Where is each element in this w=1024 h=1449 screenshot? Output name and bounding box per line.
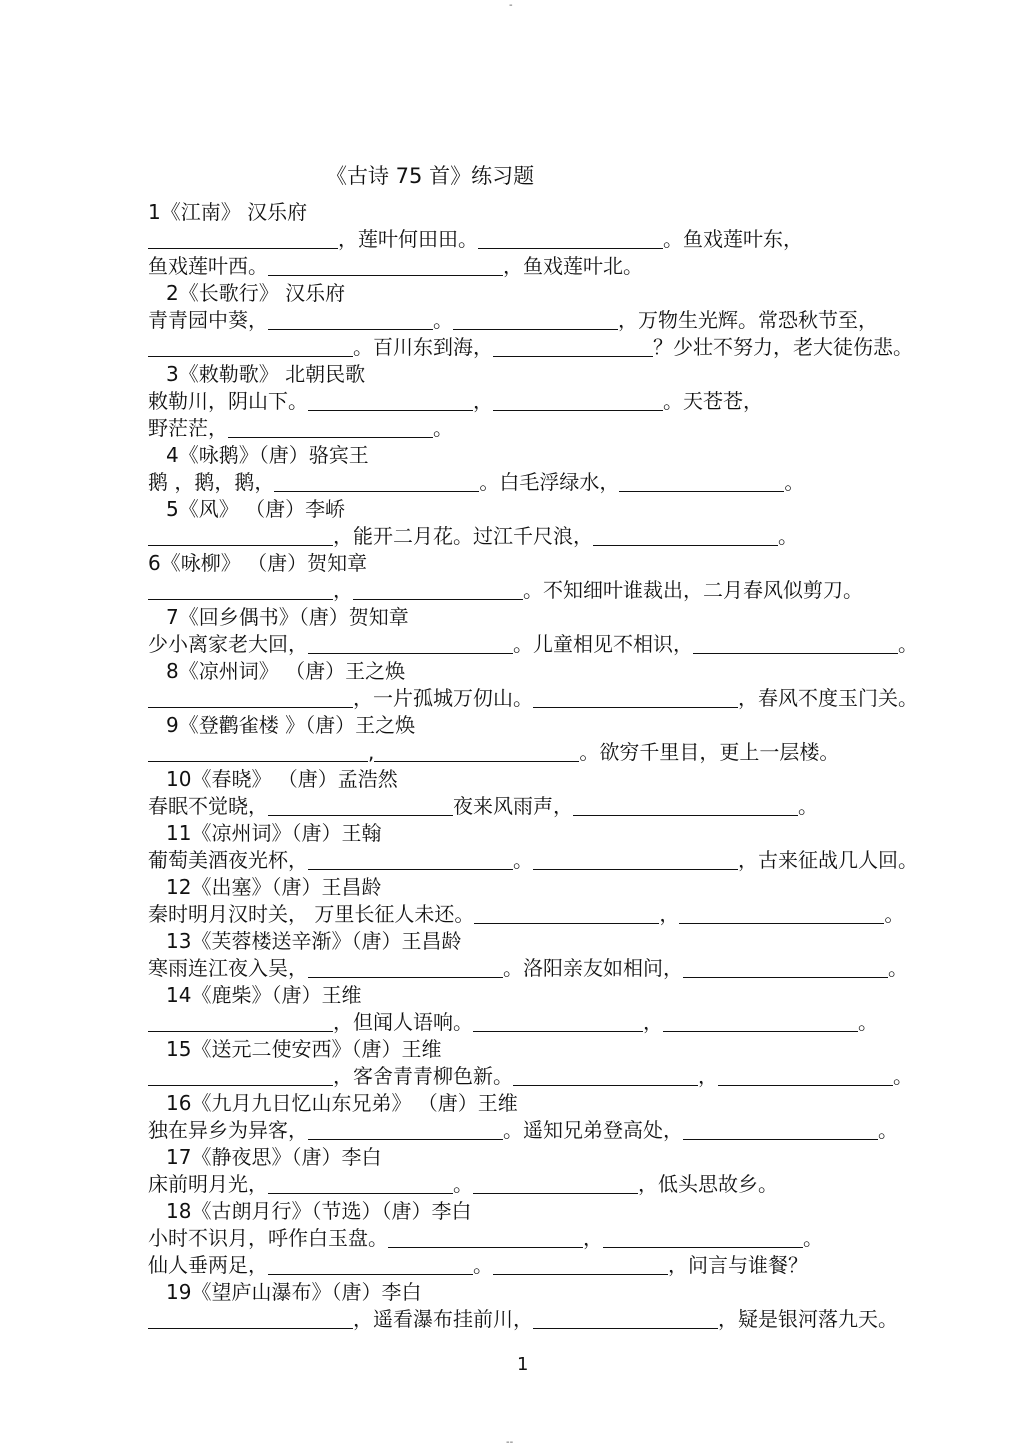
verse-line <box>148 388 948 415</box>
fill-in-blank[interactable] <box>513 1067 698 1086</box>
verse-line <box>148 415 948 442</box>
fill-in-blank[interactable] <box>148 1067 333 1086</box>
fill-in-blank[interactable] <box>308 635 513 654</box>
verse-text: 寒雨连江夜入吴， <box>148 956 308 980</box>
verse-line <box>148 793 948 820</box>
verse-text: , <box>368 740 375 764</box>
verse-line <box>148 955 948 982</box>
verse-line <box>148 307 948 334</box>
fill-in-blank[interactable] <box>693 635 898 654</box>
verse-line <box>148 739 948 766</box>
verse-line <box>148 1306 948 1333</box>
fill-in-blank[interactable] <box>148 581 333 600</box>
verse-text: 。 <box>898 632 918 656</box>
fill-in-blank[interactable] <box>148 1310 353 1329</box>
verse-text: 仙人垂两足， <box>148 1253 268 1277</box>
verse-line <box>148 469 948 496</box>
poem-heading: 3《敕勒歌》 北朝民歌 <box>166 362 366 386</box>
fill-in-blank[interactable] <box>533 1310 718 1329</box>
verse-text: 。鱼戏莲叶东， <box>663 227 803 251</box>
verse-text: 。百川东到海， <box>353 335 493 359</box>
verse-text: ，遥看瀑布挂前川， <box>353 1307 533 1331</box>
fill-in-blank[interactable] <box>148 338 353 357</box>
verse-text: ，春风不度玉门关。 <box>738 686 918 710</box>
fill-in-blank[interactable] <box>573 797 798 816</box>
poem-heading: 11《凉州词》（唐）王翰 <box>166 821 382 845</box>
verse-text: 。洛阳亲友如相问， <box>503 956 683 980</box>
verse-text: 。 <box>453 1172 473 1196</box>
fill-in-blank[interactable] <box>679 905 884 924</box>
fill-in-blank[interactable] <box>388 1229 583 1248</box>
fill-in-blank[interactable] <box>619 473 784 492</box>
verse-line <box>148 685 948 712</box>
verse-line <box>148 1225 948 1252</box>
poem-heading: 7《回乡偶书》（唐）贺知章 <box>166 605 409 629</box>
fill-in-blank[interactable] <box>663 1013 858 1032</box>
fill-in-blank[interactable] <box>493 1256 668 1275</box>
poem-heading: 17《静夜思》（唐）李白 <box>166 1145 382 1169</box>
verse-text: ，古来征战几人回。 <box>738 848 918 872</box>
poem-heading: 12《出塞》（唐）王昌龄 <box>166 875 382 899</box>
verse-text: 少小离家老大回， <box>148 632 308 656</box>
poem-heading: 9《登鹳雀楼 》（唐）王之焕 <box>166 713 416 737</box>
fill-in-blank[interactable] <box>148 527 333 546</box>
fill-in-blank[interactable] <box>148 689 353 708</box>
verse-text: 。 <box>893 1064 913 1088</box>
page-number: 1 <box>517 1354 529 1375</box>
verse-text: 春眠不觉晓， <box>148 794 268 818</box>
verse-text: 。 <box>888 956 908 980</box>
fill-in-blank[interactable] <box>148 230 338 249</box>
verse-text: 。 <box>473 1253 493 1277</box>
fill-in-blank[interactable] <box>308 959 503 978</box>
verse-text: 。 <box>858 1010 878 1034</box>
verse-text: ， <box>698 1064 718 1088</box>
fill-in-blank[interactable] <box>683 1121 878 1140</box>
verse-text: 葡萄美酒夜光杯， <box>148 848 308 872</box>
fill-in-blank[interactable] <box>603 1229 803 1248</box>
verse-text: ，低头思故乡。 <box>638 1172 778 1196</box>
fill-in-blank[interactable] <box>308 1121 503 1140</box>
verse-text: ，但闻人语响。 <box>333 1010 473 1034</box>
fill-in-blank[interactable] <box>228 419 433 438</box>
verse-line <box>148 1063 948 1090</box>
fill-in-blank[interactable] <box>474 905 659 924</box>
verse-text: ， <box>643 1010 663 1034</box>
poem-heading: 5《风》 （唐）李峤 <box>166 497 346 521</box>
verse-text: 床前明月光， <box>148 1172 268 1196</box>
verse-text: 。儿童相见不相识， <box>513 632 693 656</box>
fill-in-blank[interactable] <box>268 1175 453 1194</box>
poem-heading: 2《长歌行》 汉乐府 <box>166 281 346 305</box>
verse-text: 。天苍苍， <box>663 389 763 413</box>
fill-in-blank[interactable] <box>718 1067 893 1086</box>
verse-line <box>148 1009 948 1036</box>
verse-text: ，鱼戏莲叶北。 <box>503 254 643 278</box>
poem-heading: 1《江南》 汉乐府 <box>148 200 308 224</box>
header-mark: - <box>509 0 513 11</box>
fill-in-blank[interactable] <box>274 473 479 492</box>
poem-heading: 6《咏柳》 （唐）贺知章 <box>148 551 368 575</box>
poem-heading: 10《春晓》 （唐）孟浩然 <box>166 767 398 791</box>
verse-text: ，万物生光辉。常恐秋节至， <box>618 308 878 332</box>
fill-in-blank[interactable] <box>478 230 663 249</box>
verse-text: 。 <box>513 848 533 872</box>
verse-text: 。白毛浮绿水， <box>479 470 620 494</box>
verse-text: ， <box>659 902 680 926</box>
fill-in-blank[interactable] <box>353 581 523 600</box>
verse-text: 野茫茫， <box>148 416 228 440</box>
verse-line <box>148 1171 948 1198</box>
poem-exercise-list <box>148 199 948 1333</box>
verse-text: 秦时明月汉时关， 万里长征人未还。 <box>148 902 475 926</box>
verse-text: 。 <box>433 308 453 332</box>
verse-line <box>148 631 948 658</box>
poem-heading: 16《九月九日忆山东兄弟》 （唐）王维 <box>166 1091 518 1115</box>
verse-text: ，莲叶何田田。 <box>338 227 478 251</box>
verse-text: ， <box>333 578 353 602</box>
fill-in-blank[interactable] <box>473 1175 638 1194</box>
verse-line <box>148 577 948 604</box>
verse-text: ，能开二月花。过江千尺浪， <box>333 524 593 548</box>
fill-in-blank[interactable] <box>473 1013 643 1032</box>
fill-in-blank[interactable] <box>533 851 738 870</box>
verse-text: 。欲穷千里目，更上一层楼。 <box>579 740 840 764</box>
verse-text: 。 <box>884 902 905 926</box>
poem-heading: 13《芙蓉楼送辛渐》（唐）王昌龄 <box>166 929 462 953</box>
fill-in-blank[interactable] <box>453 311 618 330</box>
verse-line <box>148 847 948 874</box>
verse-text: 独在异乡为异客， <box>148 1118 308 1142</box>
verse-text: 。不知细叶谁裁出，二月春风似剪刀。 <box>523 578 863 602</box>
poem-heading: 4《咏鹅》（唐）骆宾王 <box>166 443 369 467</box>
verse-line <box>148 1117 948 1144</box>
verse-text: 。 <box>803 1226 823 1250</box>
verse-text: ，一片孤城万仞山。 <box>353 686 533 710</box>
fill-in-blank[interactable] <box>308 392 473 411</box>
verse-text: 青青园中葵， <box>148 308 268 332</box>
verse-text: 夜来风雨声， <box>453 794 573 818</box>
verse-line <box>148 523 948 550</box>
fill-in-blank[interactable] <box>268 797 453 816</box>
poem-heading: 19《望庐山瀑布》（唐）李白 <box>166 1280 422 1304</box>
verse-text: ， <box>473 389 493 413</box>
fill-in-blank[interactable] <box>493 392 663 411</box>
fill-in-blank[interactable] <box>268 257 503 276</box>
verse-text: 。 <box>433 416 453 440</box>
verse-line <box>148 334 948 361</box>
poem-heading: 14《鹿柴》（唐）王维 <box>166 983 362 1007</box>
verse-text: ， <box>583 1226 603 1250</box>
verse-text: 敕勒川，阴山下。 <box>148 389 308 413</box>
verse-text: ，问言与谁餐？ <box>668 1253 808 1277</box>
fill-in-blank[interactable] <box>268 311 433 330</box>
verse-text: 。 <box>878 1118 898 1142</box>
verse-text: 。 <box>798 794 818 818</box>
fill-in-blank[interactable] <box>268 1256 473 1275</box>
poem-heading: 8《凉州词》 （唐）王之焕 <box>166 659 406 683</box>
poem-heading: 18《古朗月行》（节选）（唐）李白 <box>166 1199 472 1223</box>
verse-text: 鱼戏莲叶西。 <box>148 254 268 278</box>
poem-heading: 15《送元二使安西》（唐）王维 <box>166 1037 442 1061</box>
page-title: 《古诗 75 首》练习题 <box>326 164 535 188</box>
verse-text: ，客舍青青柳色新。 <box>333 1064 513 1088</box>
fill-in-blank[interactable] <box>493 338 653 357</box>
footer-mark: -- <box>506 1437 514 1448</box>
fill-in-blank[interactable] <box>148 743 368 762</box>
verse-text: ？少壮不努力，老大徒伤悲。 <box>653 335 913 359</box>
verse-line <box>148 226 948 253</box>
fill-in-blank[interactable] <box>308 851 513 870</box>
verse-text: 鹅 ，鹅，鹅， <box>148 470 275 494</box>
verse-text: 小时不识月，呼作白玉盘。 <box>148 1226 388 1250</box>
verse-text: 。遥知兄弟登高处， <box>503 1118 683 1142</box>
fill-in-blank[interactable] <box>374 743 579 762</box>
fill-in-blank[interactable] <box>148 1013 333 1032</box>
verse-text: 。 <box>778 524 798 548</box>
fill-in-blank[interactable] <box>593 527 778 546</box>
verse-line <box>148 253 948 280</box>
fill-in-blank[interactable] <box>683 959 888 978</box>
verse-line <box>148 901 948 928</box>
fill-in-blank[interactable] <box>533 689 738 708</box>
verse-line <box>148 1252 948 1279</box>
verse-text: 。 <box>784 470 805 494</box>
verse-text: ，疑是银河落九天。 <box>718 1307 898 1331</box>
